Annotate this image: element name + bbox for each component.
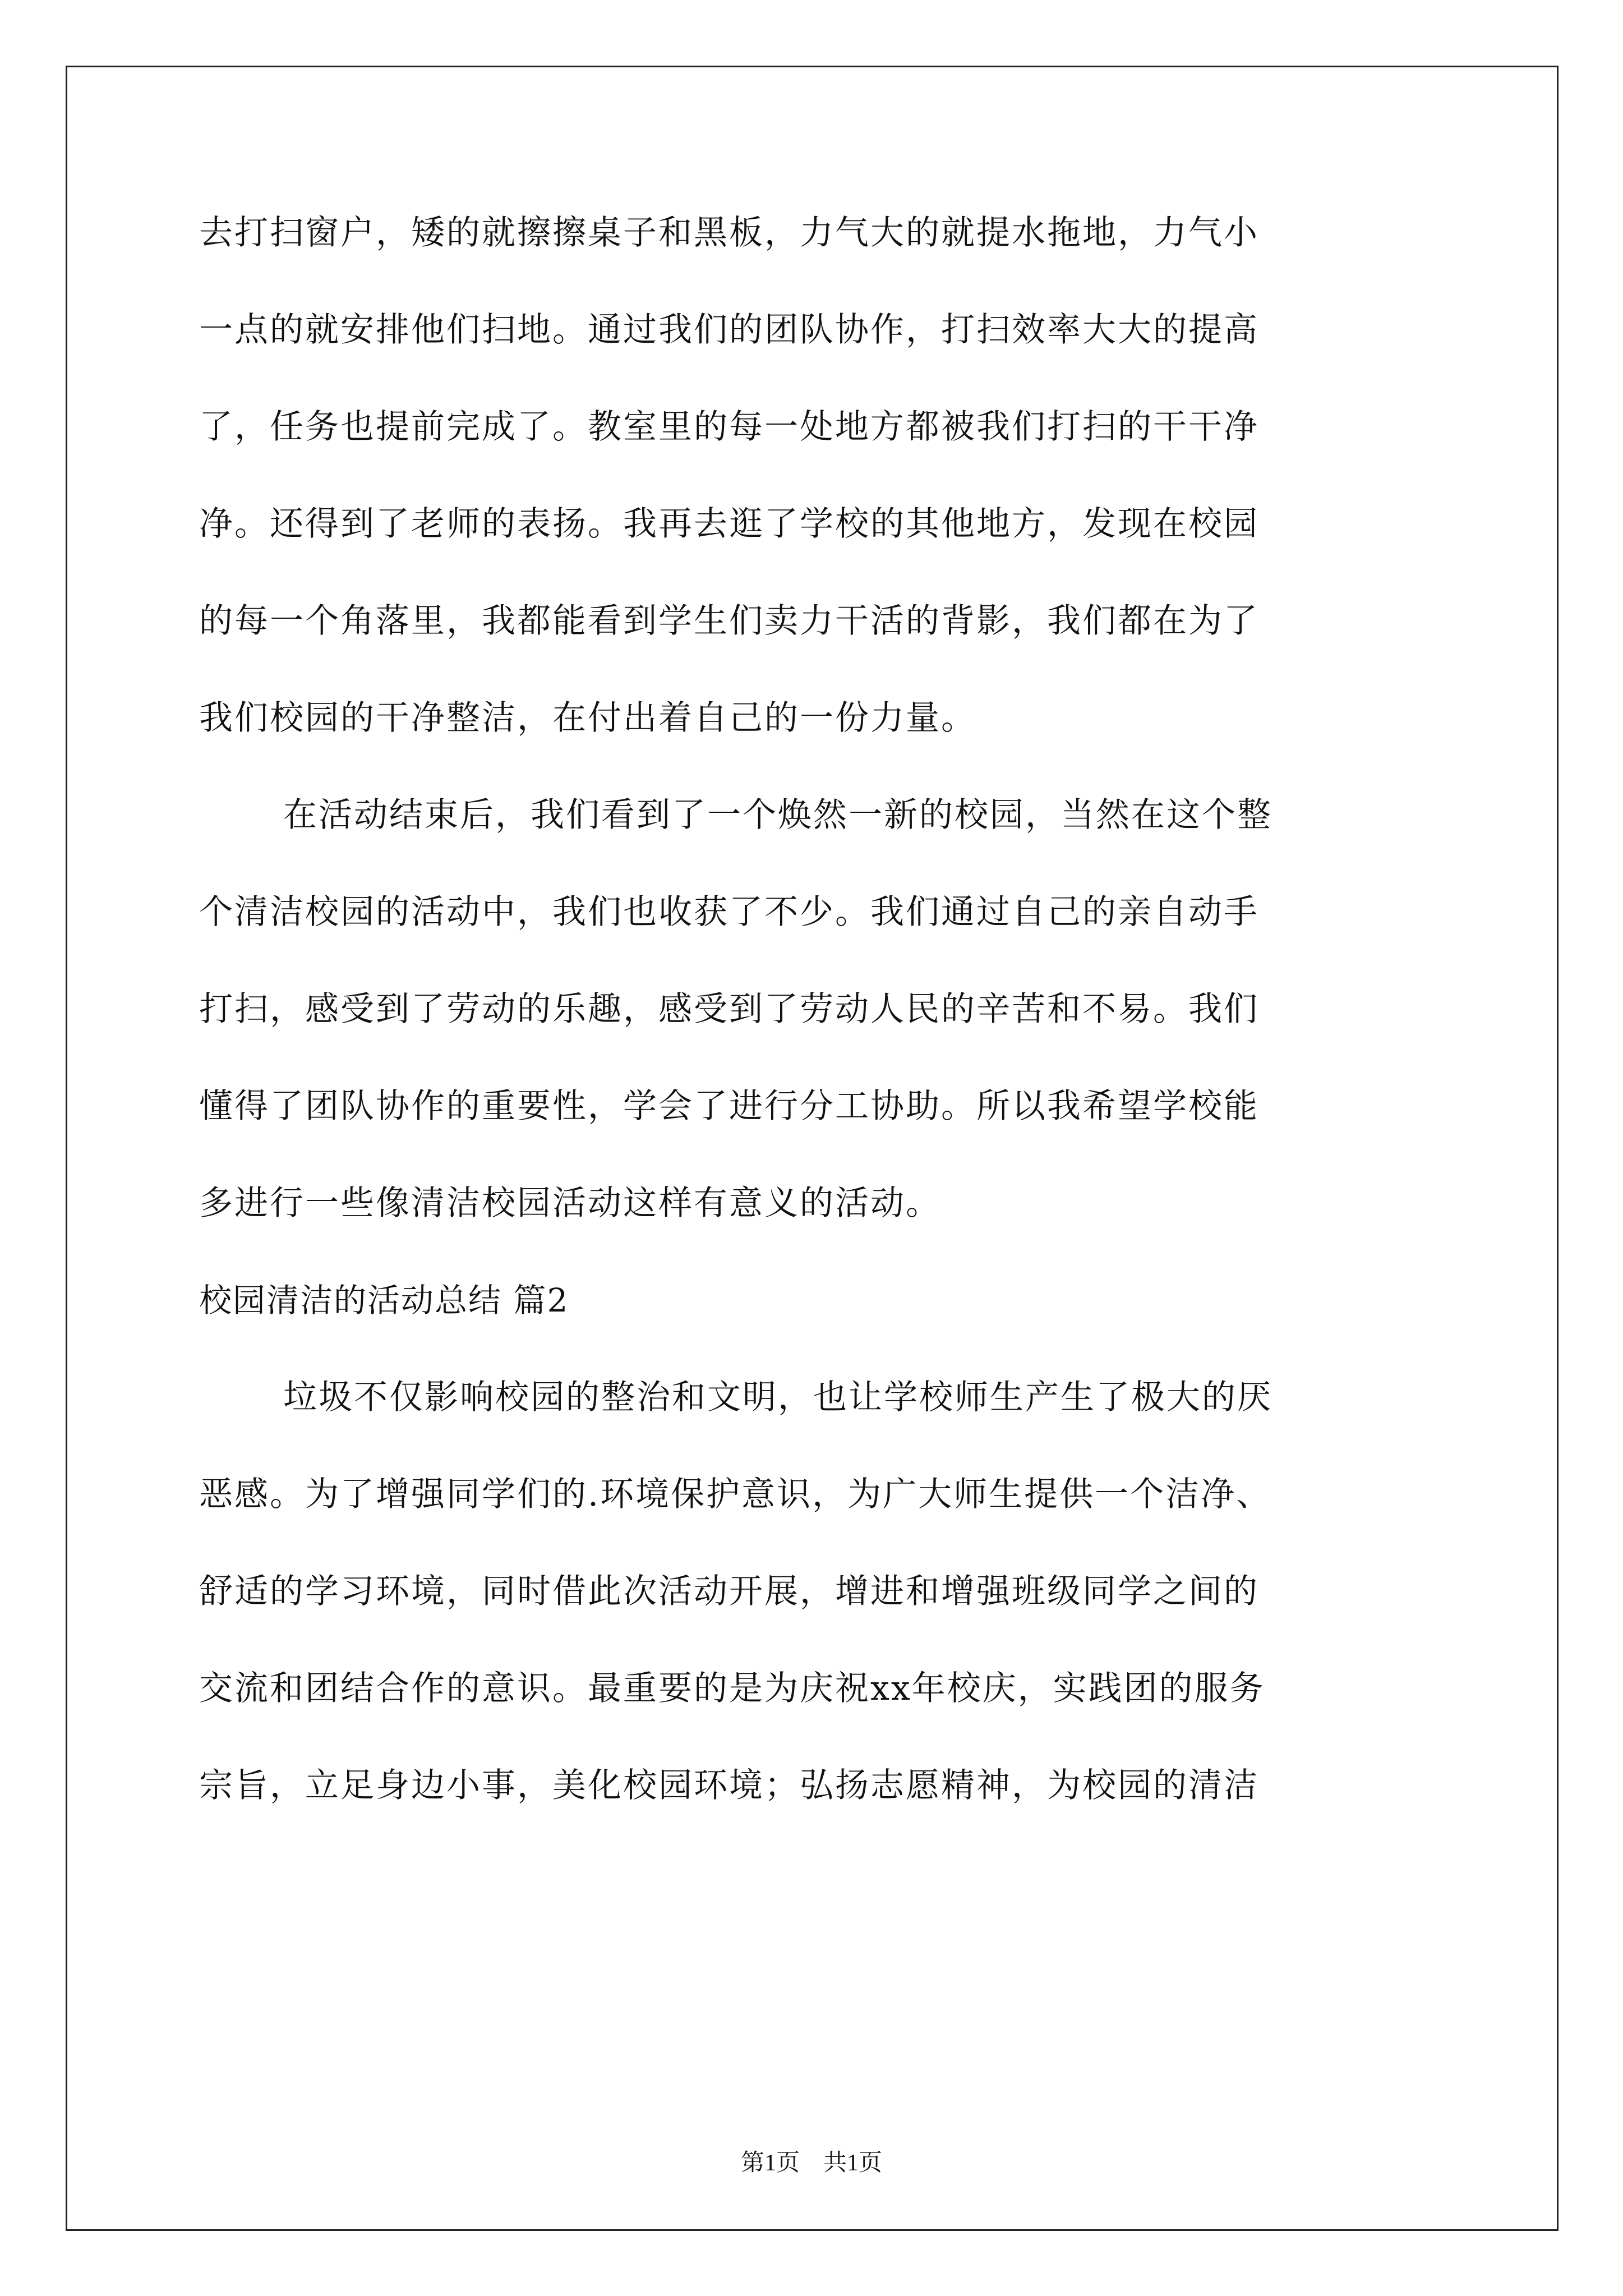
- page-footer: 第1页 共1页: [740, 2150, 882, 2176]
- text-line: 的每一个角落里，我都能看到学生们卖力干活的背影，我们都在为了: [199, 601, 1259, 641]
- text-line: 了，任务也提前完成了。教室里的每一处地方都被我们打扫的干干净: [199, 407, 1259, 447]
- text-line: 我们校园的干净整洁，在付出着自己的一份力量。: [199, 698, 976, 738]
- text-line: 懂得了团队协作的重要性，学会了进行分工协助。所以我希望学校能: [199, 1087, 1259, 1126]
- text-line: 恶感。为了增强同学们的.环境保护意识，为广大师生提供一个洁净、: [199, 1475, 1272, 1514]
- document-body: [199, 210, 1427, 1860]
- text-line: 个清洁校园的活动中，我们也收获了不少。我们通过自己的亲自动手: [199, 892, 1259, 932]
- text-line: 多进行一些像清洁校园活动这样有意义的活动。: [199, 1184, 941, 1223]
- text-line: 去打扫窗户，矮的就擦擦桌子和黑板，力气大的就提水拖地，力气小: [199, 213, 1259, 252]
- section-heading: 校园清洁的活动总结 篇2: [199, 1281, 569, 1319]
- text-line: 在活动结束后，我们看到了一个焕然一新的校园，当然在这个整: [283, 795, 1272, 835]
- text-line: 交流和团结合作的意识。最重要的是为庆祝xx年校庆，实践团的服务: [199, 1669, 1265, 1708]
- text-line: 宗旨，立足身边小事，美化校园环境；弘扬志愿精神，为校园的清洁: [199, 1766, 1259, 1805]
- text-line: 打扫，感受到了劳动的乐趣，感受到了劳动人民的辛苦和不易。我们: [199, 990, 1259, 1029]
- text-line: 舒适的学习环境，同时借此次活动开展，增进和增强班级同学之间的: [199, 1572, 1259, 1611]
- text-line: 净。还得到了老师的表扬。我再去逛了学校的其他地方，发现在校园: [199, 504, 1259, 544]
- text-line: 垃圾不仅影响校园的整治和文明，也让学校师生产生了极大的厌: [283, 1378, 1272, 1417]
- text-line: 一点的就安排他们扫地。通过我们的团队协作，打扫效率大大的提高: [199, 310, 1259, 349]
